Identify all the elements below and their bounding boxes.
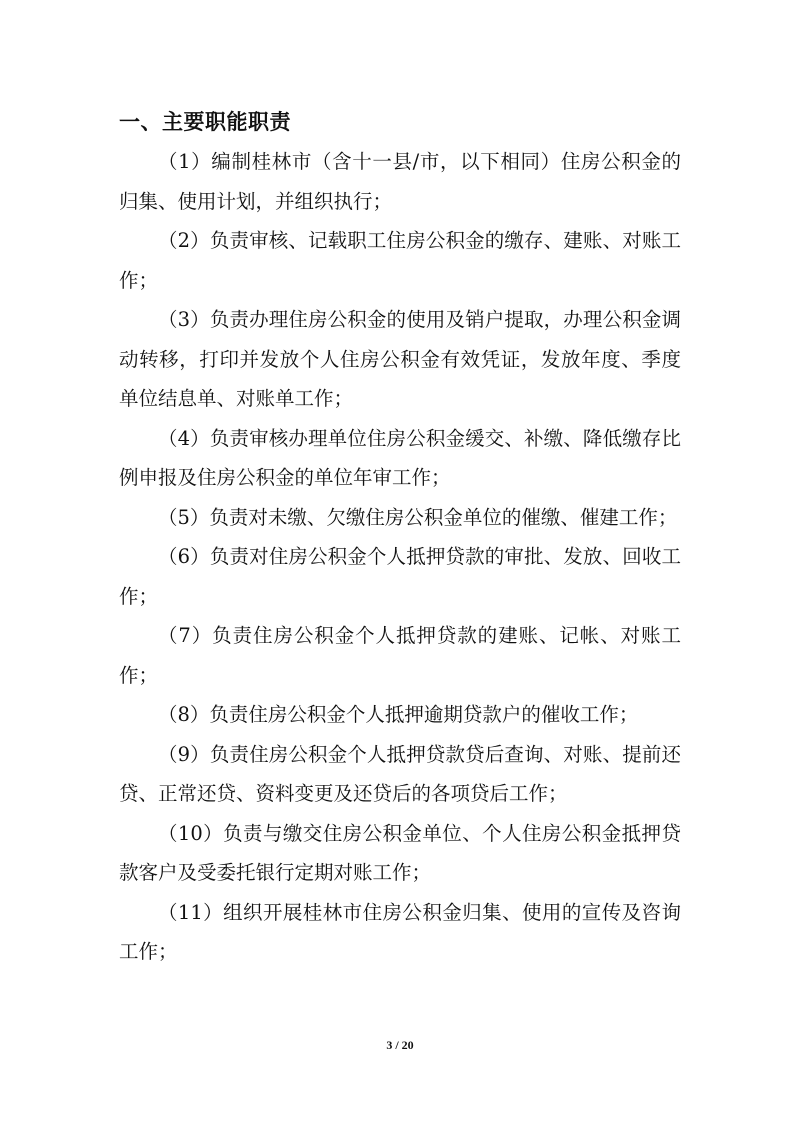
duty-item-7: （7）负责住房公积金个人抵押贷款的建账、记帐、对账工作； xyxy=(119,624,681,687)
duty-item-5: （5）负责对未缴、欠缴住房公积金单位的催缴、催建工作； xyxy=(158,505,678,529)
duty-item-9: （9）负责住房公积金个人抵押贷款贷后查询、对账、提前还贷、正常还贷、资料变更及还贷后的各项贷后工作； xyxy=(119,742,681,805)
page-content xyxy=(119,102,681,972)
duty-item-6: （6）负责对住房公积金个人抵押贷款的审批、发放、回收工作； xyxy=(119,545,681,608)
page-number: 3 / 20 xyxy=(386,1038,414,1052)
section-heading: 一、主要职能职责 xyxy=(119,110,291,134)
duty-item-11: （11）组织开展桂林市住房公积金归集、使用的宣传及咨询工作； xyxy=(119,900,681,963)
duty-item-2: （2）负责审核、记载职工住房公积金的缴存、建账、对账工作； xyxy=(119,229,681,292)
duty-item-3: （3）负责办理住房公积金的使用及销户提取，办理公积金调动转移，打印并发放个人住房公积金有效凭证，发放年度、季度单位结息单、对账单工作； xyxy=(119,308,681,410)
duty-item-8: （8）负责住房公积金个人抵押逾期贷款户的催收工作； xyxy=(158,703,639,726)
duty-item-10: （10）负责与缴交住房公积金单位、个人住房公积金抵押贷款客户及受委托银行定期对账工作； xyxy=(119,821,681,884)
duty-item-4: （4）负责审核办理单位住房公积金缓交、补缴、降低缴存比例申报及住房公积金的单位年审工作； xyxy=(119,426,681,489)
duty-item-1: （1）编制桂林市（含十一县/市，以下相同）住房公积金的归集、使用计划，并组织执行； xyxy=(119,150,681,213)
